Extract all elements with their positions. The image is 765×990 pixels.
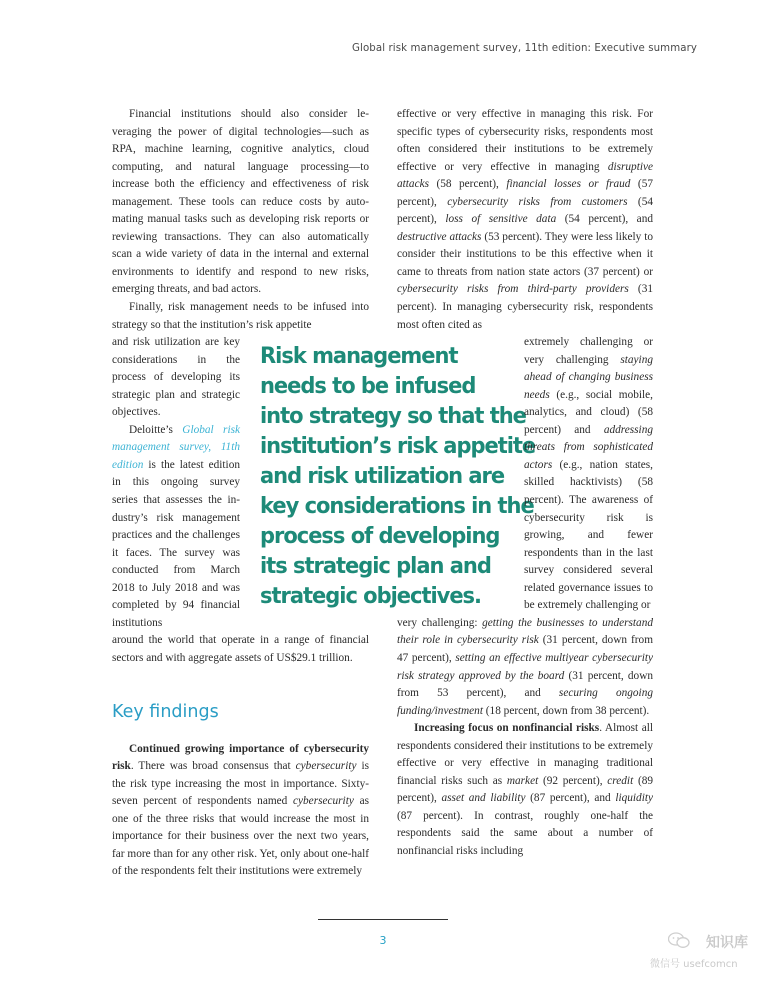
- paragraph-survey-continued: around the world that operate in a range of financial sectors and with aggregate assets of US$29.1 trillion.: [112, 634, 369, 664]
- body-text: (31 percent, down from 47 percent),: [397, 634, 653, 664]
- paragraph-governance-issues: [397, 615, 653, 720]
- body-text: (54 percent), and: [556, 213, 653, 226]
- body-emphasis: destructive attacks: [397, 230, 482, 243]
- body-text: (87 percent). In contrast, roughly one-half the respondents said the same about a number of nonfinancial risks including: [397, 809, 653, 857]
- page-number: 3: [379, 934, 387, 947]
- pull-quote-line: its strategic plan and: [260, 553, 491, 579]
- paragraph-strategy-intro: Finally, risk management needs to be infused into strategy so that the institution’s risk appetite: [112, 301, 369, 331]
- paragraph-nonfinancial-risks: [397, 720, 653, 860]
- survey-link[interactable]: Global risk management survey, 11th edition: [112, 423, 240, 471]
- body-text: (87 percent), and: [525, 792, 616, 805]
- finding-text: is the risk type increasing the most in importance. Sixty-seven percent of respondents named: [112, 760, 369, 808]
- body-emphasis: market: [506, 774, 539, 787]
- running-header: Global risk management survey, 11th edition: Executive summary: [352, 43, 697, 54]
- body-text: (e.g., nation states, skilled hacktivists) (58 percent). The awareness of cybersecurity risk is growing, and fewer respondents than in the last survey considered several related governance issues to be extremely challenging or: [524, 458, 653, 612]
- paragraph-strategy-wrap: and risk utilization are key considerations in the process of developing its strategic plan and strategic objectives.: [112, 336, 240, 419]
- pull-quote-line: strategic objectives.: [260, 583, 481, 609]
- paragraph-survey-about: [112, 422, 240, 633]
- survey-lead-text: Deloitte’s: [129, 423, 183, 436]
- pull-quote-line: key considerations in the: [260, 493, 534, 519]
- left-wrap-block: [112, 334, 240, 632]
- body-emphasis: asset and liability: [441, 792, 526, 805]
- body-text: (31 percent). In managing cybersecurity risk, respondents most often cited as: [397, 283, 653, 331]
- watermark-subtitle: 微信号 usefcomcn: [650, 959, 738, 970]
- section-heading-key-findings: Key findings: [112, 701, 219, 722]
- pull-quote-line: Risk management: [260, 343, 458, 369]
- wechat-icon: [668, 932, 690, 949]
- body-emphasis: credit: [607, 774, 634, 787]
- body-text: (89 percent),: [397, 774, 653, 805]
- body-text: (58 percent),: [429, 178, 507, 191]
- body-text: (e.g., social mobile, analytics, and cloud) (58 percent) and: [524, 388, 653, 436]
- finding-text: . There was broad consensus that: [130, 760, 296, 773]
- watermark-title: 知识库: [706, 935, 748, 951]
- body-emphasis: financial losses or fraud: [506, 178, 631, 191]
- finding-emphasis: cybersecurity: [293, 795, 354, 808]
- body-text: (54 percent),: [397, 195, 653, 226]
- body-text: (18 percent, down from 38 percent).: [482, 704, 650, 717]
- right-column: [397, 106, 653, 861]
- body-text: . Almost all respondents considered their institutions to be extremely effective or very effective in managing traditional financial risks such as: [397, 722, 653, 787]
- body-emphasis: staying ahead of changing business needs: [524, 353, 653, 401]
- paragraph-digital-technologies: Financial institutions should also consider leveraging the power of digital technologies—such as RPA, machine learning, cognitive analytics, cloud computing, and natural language processing—to increase both the efficiency and effectiveness of risk management. These tools can reduce costs by automating manual tasks such as developing risk reports or reviewing transactions. They can also automatically scan a wide variety of data in the internal and external environments to identify and respond to new risks, emerging threats, and bad actors.: [112, 108, 369, 296]
- pull-quote-line: into strategy so that the: [260, 403, 526, 429]
- footer-divider: [318, 919, 448, 920]
- pull-quote-line: institution’s risk appetite: [260, 433, 536, 459]
- paragraph-cyber-challenges: [524, 334, 653, 615]
- pull-quote-line: needs to be infused: [260, 373, 476, 399]
- pull-quote-line: process of developing: [260, 523, 500, 549]
- survey-wrap-text: is the latest edition in this ongoing survey series that assesses the industry’s risk management practices and the challenges it faces. The survey was conducted from March 2018 to July 2018 and was completed by 94 financial institutions: [112, 458, 240, 629]
- body-text: (57 percent),: [397, 178, 653, 208]
- body-emphasis: securing ongoing funding/investment: [397, 687, 653, 717]
- body-text: extremely challenging or very challenging: [524, 336, 653, 366]
- pull-quote-line: and risk utilization are: [260, 463, 505, 489]
- finding-text: as one of the three risks that would increase the most in importance for their business over the next two years, far more than for any other risk. Yet, only about one-half of the respondents felt their institutions were extremely: [112, 795, 369, 878]
- body-emphasis: getting the businesses to understand their role in cybersecurity risk: [397, 616, 653, 647]
- body-emphasis: loss of sensitive data: [445, 213, 557, 226]
- body-text: very challenging:: [397, 616, 483, 629]
- paragraph-cybersecurity-finding: [112, 741, 369, 881]
- body-emphasis: liquidity: [615, 792, 653, 805]
- body-emphasis: disruptive attacks: [397, 160, 653, 191]
- body-text: (31 percent, down from 53 percent), and: [397, 669, 653, 700]
- finding-emphasis: cybersecurity: [295, 760, 357, 773]
- finding-title-cybersecurity: Continued growing importance of cybersecurity risk: [112, 742, 369, 773]
- body-emphasis: cybersecurity risks from third-party providers: [397, 283, 629, 296]
- watermark: [650, 932, 760, 972]
- body-emphasis: cybersecurity risks from customers: [447, 195, 628, 208]
- finding-title-nonfinancial: Increasing focus on nonfinancial risks: [414, 722, 600, 735]
- body-text: (92 percent),: [538, 774, 608, 787]
- body-text: effective or very effective in managing this risk. For specific types of cybersecurity risks, respondents most often considered their institutions to be extremely effective or very effective in managing: [397, 108, 653, 173]
- paragraph-cyber-effectiveness: [397, 106, 653, 334]
- body-emphasis: setting an effective multiyear cybersecurity risk strategy approved by the board: [397, 651, 653, 682]
- body-text: (53 percent). They were less likely to consider their institutions to be this effective when it came to threats from nation state actors (37 percent) or: [397, 230, 653, 278]
- right-wrap-block: [524, 334, 653, 615]
- body-emphasis: addressing threats from sophisticated actors: [524, 423, 653, 471]
